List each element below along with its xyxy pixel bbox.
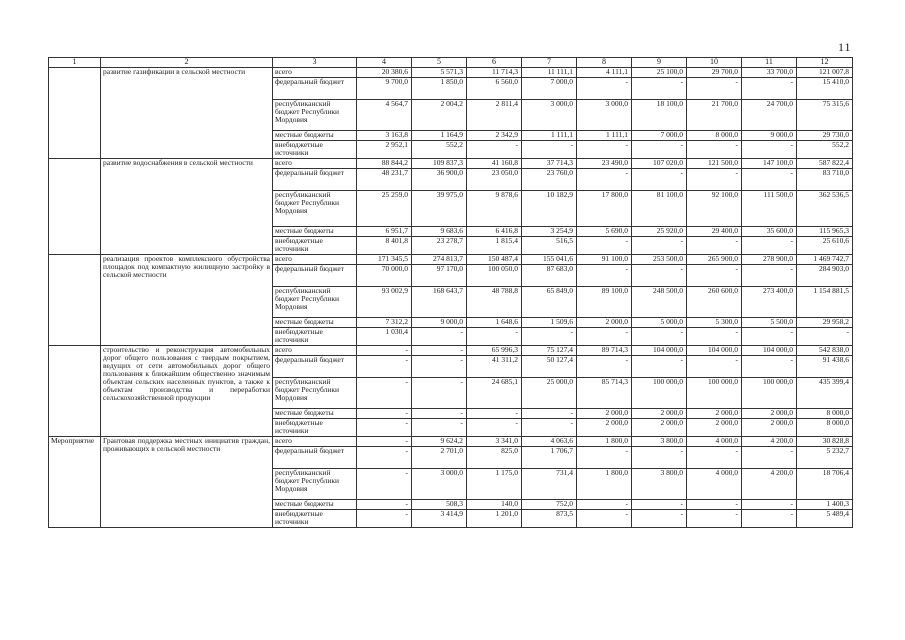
value-cell: -: [742, 265, 797, 287]
funding-source: местные бюджеты: [273, 227, 357, 237]
value-cell: -: [467, 141, 522, 159]
value-cell: 1 706,7: [522, 447, 577, 469]
value-cell: -: [577, 356, 632, 378]
value-cell: 4 000,0: [687, 437, 742, 447]
value-cell: 8 000,0: [797, 419, 853, 437]
value-cell: 3 341,0: [467, 437, 522, 447]
value-cell: 97 170,0: [412, 265, 467, 287]
value-cell: 1 111,1: [577, 131, 632, 141]
value-cell: -: [632, 265, 687, 287]
funding-source: всего: [273, 255, 357, 265]
value-cell: -: [357, 419, 412, 437]
value-cell: 9 000,0: [412, 318, 467, 328]
value-cell: 168 643,7: [412, 287, 467, 318]
value-cell: 362 536,5: [797, 191, 853, 227]
value-cell: 4 111,1: [577, 68, 632, 78]
funding-source: республиканский бюджет Республики Мордовия: [273, 287, 357, 318]
value-cell: 4 564,7: [357, 100, 412, 131]
value-cell: 4 063,6: [522, 437, 577, 447]
value-cell: 88 844,2: [357, 159, 412, 169]
value-cell: 1 648,6: [467, 318, 522, 328]
value-cell: 1 800,0: [577, 469, 632, 500]
value-cell: -: [687, 265, 742, 287]
value-cell: 30 828,8: [797, 437, 853, 447]
value-cell: -: [577, 265, 632, 287]
value-cell: -: [687, 78, 742, 100]
value-cell: 1 164,9: [412, 131, 467, 141]
value-cell: 1 111,1: [522, 131, 577, 141]
value-cell: 100 050,0: [467, 265, 522, 287]
value-cell: 21 700,0: [687, 100, 742, 131]
value-cell: 18 100,0: [632, 100, 687, 131]
value-cell: 552,2: [412, 141, 467, 159]
value-cell: 70 000,0: [357, 265, 412, 287]
table-row: [49, 159, 853, 169]
value-cell: 48 231,7: [357, 169, 412, 191]
value-cell: 15 410,0: [797, 78, 853, 100]
row-group-label: [49, 255, 101, 346]
table-row: [49, 68, 853, 78]
value-cell: 109 837,3: [412, 159, 467, 169]
value-cell: -: [632, 447, 687, 469]
value-cell: 1 154 881,5: [797, 287, 853, 318]
value-cell: -: [632, 510, 687, 528]
value-cell: 1 815,4: [467, 237, 522, 255]
value-cell: 29 700,0: [687, 68, 742, 78]
value-cell: -: [357, 346, 412, 356]
value-cell: 2 000,0: [742, 409, 797, 419]
value-cell: 6 416,8: [467, 227, 522, 237]
value-cell: 4 200,0: [742, 437, 797, 447]
table-row: [49, 437, 853, 447]
value-cell: 1 850,0: [412, 78, 467, 100]
funding-source: местные бюджеты: [273, 500, 357, 510]
value-cell: -: [577, 447, 632, 469]
value-cell: 91 438,6: [797, 356, 853, 378]
header-cell: 10: [687, 58, 742, 68]
value-cell: 2 000,0: [577, 419, 632, 437]
value-cell: -: [577, 237, 632, 255]
value-cell: -: [522, 141, 577, 159]
value-cell: 150 487,4: [467, 255, 522, 265]
value-cell: -: [577, 78, 632, 100]
funding-source: местные бюджеты: [273, 131, 357, 141]
value-cell: 5 500,0: [742, 318, 797, 328]
value-cell: -: [522, 328, 577, 346]
value-cell: -: [467, 419, 522, 437]
row-group-label: [49, 346, 101, 437]
header-row: [49, 58, 853, 68]
value-cell: 5 489,4: [797, 510, 853, 528]
value-cell: 3 800,0: [632, 469, 687, 500]
table-row: [49, 346, 853, 356]
value-cell: 552,2: [797, 141, 853, 159]
row-group-label: [49, 68, 101, 159]
value-cell: 18 706,4: [797, 469, 853, 500]
value-cell: -: [742, 141, 797, 159]
value-cell: -: [687, 169, 742, 191]
value-cell: 2 342,9: [467, 131, 522, 141]
value-cell: -: [577, 500, 632, 510]
funding-source: федеральный бюджет: [273, 356, 357, 378]
value-cell: 25 259,0: [357, 191, 412, 227]
value-cell: -: [357, 469, 412, 500]
value-cell: 731,4: [522, 469, 577, 500]
value-cell: 35 600,0: [742, 227, 797, 237]
value-cell: -: [522, 409, 577, 419]
value-cell: 9 624,2: [412, 437, 467, 447]
value-cell: 9 683,6: [412, 227, 467, 237]
value-cell: 11 111,1: [522, 68, 577, 78]
value-cell: 5 571,3: [412, 68, 467, 78]
value-cell: 516,5: [522, 237, 577, 255]
value-cell: 2 000,0: [632, 419, 687, 437]
value-cell: -: [357, 437, 412, 447]
value-cell: -: [632, 141, 687, 159]
value-cell: 25 000,0: [522, 378, 577, 409]
value-cell: 25 100,0: [632, 68, 687, 78]
value-cell: 111 500,0: [742, 191, 797, 227]
funding-source: федеральный бюджет: [273, 447, 357, 469]
value-cell: 92 100,0: [687, 191, 742, 227]
header-cell: 5: [412, 58, 467, 68]
value-cell: -: [687, 141, 742, 159]
value-cell: 155 041,6: [522, 255, 577, 265]
value-cell: 3 000,0: [577, 100, 632, 131]
value-cell: 284 903,0: [797, 265, 853, 287]
value-cell: 75 315,6: [797, 100, 853, 131]
header-cell: 2: [101, 58, 273, 68]
value-cell: -: [357, 447, 412, 469]
value-cell: 1 469 742,7: [797, 255, 853, 265]
budget-table: [48, 57, 853, 528]
value-cell: 100 000,0: [632, 378, 687, 409]
header-cell: 3: [273, 58, 357, 68]
value-cell: -: [467, 409, 522, 419]
value-cell: 1 400,3: [797, 500, 853, 510]
value-cell: 825,0: [467, 447, 522, 469]
value-cell: -: [687, 510, 742, 528]
value-cell: 23 760,0: [522, 169, 577, 191]
value-cell: 2 952,1: [357, 141, 412, 159]
value-cell: 1 175,0: [467, 469, 522, 500]
funding-source: федеральный бюджет: [273, 265, 357, 287]
value-cell: 9 000,0: [742, 131, 797, 141]
value-cell: 8 000,0: [687, 131, 742, 141]
value-cell: 17 800,0: [577, 191, 632, 227]
funding-source: всего: [273, 68, 357, 78]
value-cell: 1 201,0: [467, 510, 522, 528]
value-cell: 9 700,0: [357, 78, 412, 100]
header-cell: 11: [742, 58, 797, 68]
value-cell: 121 007,8: [797, 68, 853, 78]
value-cell: 121 500,0: [687, 159, 742, 169]
value-cell: 3 800,0: [632, 437, 687, 447]
value-cell: 140,0: [467, 500, 522, 510]
funding-source: республиканский бюджет Республики Мордовия: [273, 191, 357, 227]
value-cell: 587 822,4: [797, 159, 853, 169]
value-cell: 171 345,5: [357, 255, 412, 265]
value-cell: 20 380,6: [357, 68, 412, 78]
header-cell: 6: [467, 58, 522, 68]
value-cell: 23 490,0: [577, 159, 632, 169]
value-cell: 33 700,0: [742, 68, 797, 78]
value-cell: 2 000,0: [632, 409, 687, 419]
value-cell: 89 100,0: [577, 287, 632, 318]
value-cell: 81 100,0: [632, 191, 687, 227]
value-cell: -: [632, 169, 687, 191]
value-cell: 37 714,3: [522, 159, 577, 169]
value-cell: 4 200,0: [742, 469, 797, 500]
header-cell: 7: [522, 58, 577, 68]
value-cell: -: [577, 510, 632, 528]
value-cell: -: [357, 378, 412, 409]
value-cell: 265 900,0: [687, 255, 742, 265]
value-cell: 2 701,0: [412, 447, 467, 469]
header-cell: 8: [577, 58, 632, 68]
value-cell: -: [412, 356, 467, 378]
value-cell: 65 849,0: [522, 287, 577, 318]
funding-source: внебюджетные источники: [273, 419, 357, 437]
value-cell: -: [357, 409, 412, 419]
funding-source: внебюджетные источники: [273, 141, 357, 159]
value-cell: 75 127,4: [522, 346, 577, 356]
value-cell: 5 690,0: [577, 227, 632, 237]
funding-source: внебюджетные источники: [273, 510, 357, 528]
value-cell: 89 714,3: [577, 346, 632, 356]
value-cell: 2 000,0: [577, 318, 632, 328]
funding-source: республиканский бюджет Республики Мордовия: [273, 100, 357, 131]
value-cell: 7 000,0: [522, 78, 577, 100]
value-cell: 29 730,0: [797, 131, 853, 141]
value-cell: 91 100,0: [577, 255, 632, 265]
value-cell: 10 182,9: [522, 191, 577, 227]
value-cell: 100 000,0: [687, 378, 742, 409]
funding-source: местные бюджеты: [273, 409, 357, 419]
value-cell: 23 050,0: [467, 169, 522, 191]
value-cell: 107 020,0: [632, 159, 687, 169]
value-cell: 273 400,0: [742, 287, 797, 318]
value-cell: -: [467, 328, 522, 346]
value-cell: 93 002,9: [357, 287, 412, 318]
header-cell: 4: [357, 58, 412, 68]
value-cell: 3 414,9: [412, 510, 467, 528]
value-cell: 115 965,3: [797, 227, 853, 237]
value-cell: 5 300,0: [687, 318, 742, 328]
funding-source: внебюджетные источники: [273, 328, 357, 346]
value-cell: -: [742, 356, 797, 378]
value-cell: -: [632, 356, 687, 378]
value-cell: 6 951,7: [357, 227, 412, 237]
value-cell: -: [687, 237, 742, 255]
value-cell: 29 958,2: [797, 318, 853, 328]
table-row: [49, 255, 853, 265]
value-cell: 3 254,9: [522, 227, 577, 237]
value-cell: -: [577, 328, 632, 346]
section-title: реализация проектов комплексного обустройства площадок под компактную жилищную застройку в сельской местности: [101, 255, 273, 346]
value-cell: -: [577, 141, 632, 159]
value-cell: -: [742, 169, 797, 191]
value-cell: 7 312,2: [357, 318, 412, 328]
value-cell: 11 714,3: [467, 68, 522, 78]
funding-source: республиканский бюджет Республики Мордовия: [273, 378, 357, 409]
section-title: строительство и реконструкция автомобильных дорог общего пользования с твердым покрытием, ведущих от сети автомобильных дорог общего пользования к ближайшим общественно значимым объектам сельских населенных пунктов, а также к объектам производства и переработки сельскохозяйственной продукции: [101, 346, 273, 437]
value-cell: 8 000,0: [797, 409, 853, 419]
value-cell: 435 399,4: [797, 378, 853, 409]
value-cell: 25 610,6: [797, 237, 853, 255]
value-cell: -: [577, 169, 632, 191]
value-cell: 50 127,4: [522, 356, 577, 378]
value-cell: 100 000,0: [742, 378, 797, 409]
value-cell: -: [742, 78, 797, 100]
value-cell: 3 000,0: [522, 100, 577, 131]
value-cell: 2 000,0: [687, 409, 742, 419]
value-cell: 2 000,0: [577, 409, 632, 419]
funding-source: всего: [273, 346, 357, 356]
funding-source: всего: [273, 159, 357, 169]
value-cell: -: [357, 356, 412, 378]
value-cell: -: [522, 419, 577, 437]
value-cell: 6 560,0: [467, 78, 522, 100]
value-cell: 248 500,0: [632, 287, 687, 318]
value-cell: -: [632, 237, 687, 255]
value-cell: 3 000,0: [412, 469, 467, 500]
value-cell: 5 232,7: [797, 447, 853, 469]
value-cell: 24 685,1: [467, 378, 522, 409]
section-title: развитие газификации в сельской местности: [101, 68, 273, 159]
value-cell: 752,0: [522, 500, 577, 510]
value-cell: 2 811,4: [467, 100, 522, 131]
value-cell: 104 000,0: [742, 346, 797, 356]
value-cell: 4 000,0: [687, 469, 742, 500]
funding-source: местные бюджеты: [273, 318, 357, 328]
value-cell: 1 509,6: [522, 318, 577, 328]
value-cell: -: [742, 510, 797, 528]
value-cell: 253 500,0: [632, 255, 687, 265]
value-cell: 25 920,0: [632, 227, 687, 237]
value-cell: 2 000,0: [742, 419, 797, 437]
header-cell: 1: [49, 58, 101, 68]
header-cell: 9: [632, 58, 687, 68]
value-cell: 1 800,0: [577, 437, 632, 447]
value-cell: -: [412, 419, 467, 437]
value-cell: 260 600,0: [687, 287, 742, 318]
value-cell: 278 900,0: [742, 255, 797, 265]
value-cell: -: [742, 500, 797, 510]
value-cell: 39 975,0: [412, 191, 467, 227]
value-cell: 508,3: [412, 500, 467, 510]
value-cell: -: [687, 500, 742, 510]
value-cell: 29 400,0: [687, 227, 742, 237]
value-cell: -: [412, 346, 467, 356]
value-cell: 5 000,0: [632, 318, 687, 328]
value-cell: -: [412, 378, 467, 409]
value-cell: 85 714,3: [577, 378, 632, 409]
value-cell: -: [357, 510, 412, 528]
value-cell: 7 000,0: [632, 131, 687, 141]
value-cell: 1 030,4: [357, 328, 412, 346]
value-cell: 873,5: [522, 510, 577, 528]
value-cell: 274 813,7: [412, 255, 467, 265]
row-group-label: Мероприятие: [49, 437, 101, 528]
value-cell: -: [412, 328, 467, 346]
value-cell: -: [742, 328, 797, 346]
value-cell: 2 000,0: [687, 419, 742, 437]
section-title: развитие водоснабжения в сельской местности: [101, 159, 273, 255]
value-cell: 542 838,0: [797, 346, 853, 356]
value-cell: -: [412, 409, 467, 419]
value-cell: -: [687, 356, 742, 378]
value-cell: -: [632, 500, 687, 510]
value-cell: -: [687, 447, 742, 469]
funding-source: внебюджетные источники: [273, 237, 357, 255]
value-cell: -: [357, 500, 412, 510]
funding-source: федеральный бюджет: [273, 169, 357, 191]
value-cell: 3 163,8: [357, 131, 412, 141]
value-cell: 41 311,2: [467, 356, 522, 378]
value-cell: 65 996,3: [467, 346, 522, 356]
value-cell: 2 004,2: [412, 100, 467, 131]
row-group-label: [49, 159, 101, 255]
value-cell: 36 900,0: [412, 169, 467, 191]
value-cell: 9 878,6: [467, 191, 522, 227]
page-number: 11: [838, 40, 852, 54]
funding-source: федеральный бюджет: [273, 78, 357, 100]
value-cell: -: [797, 328, 853, 346]
value-cell: 104 000,0: [632, 346, 687, 356]
value-cell: -: [687, 328, 742, 346]
header-cell: 12: [797, 58, 853, 68]
value-cell: 87 683,0: [522, 265, 577, 287]
funding-source: всего: [273, 437, 357, 447]
value-cell: 104 000,0: [687, 346, 742, 356]
value-cell: 83 710,0: [797, 169, 853, 191]
value-cell: 8 401,8: [357, 237, 412, 255]
value-cell: 147 100,0: [742, 159, 797, 169]
value-cell: -: [632, 78, 687, 100]
value-cell: 24 700,0: [742, 100, 797, 131]
funding-source: республиканский бюджет Республики Мордовия: [273, 469, 357, 500]
value-cell: -: [742, 237, 797, 255]
section-title: Грантовая поддержка местных инициатив граждан, проживающих в сельской местности: [101, 437, 273, 528]
value-cell: 23 278,7: [412, 237, 467, 255]
value-cell: 41 160,8: [467, 159, 522, 169]
value-cell: -: [742, 447, 797, 469]
value-cell: -: [632, 328, 687, 346]
value-cell: 48 788,8: [467, 287, 522, 318]
